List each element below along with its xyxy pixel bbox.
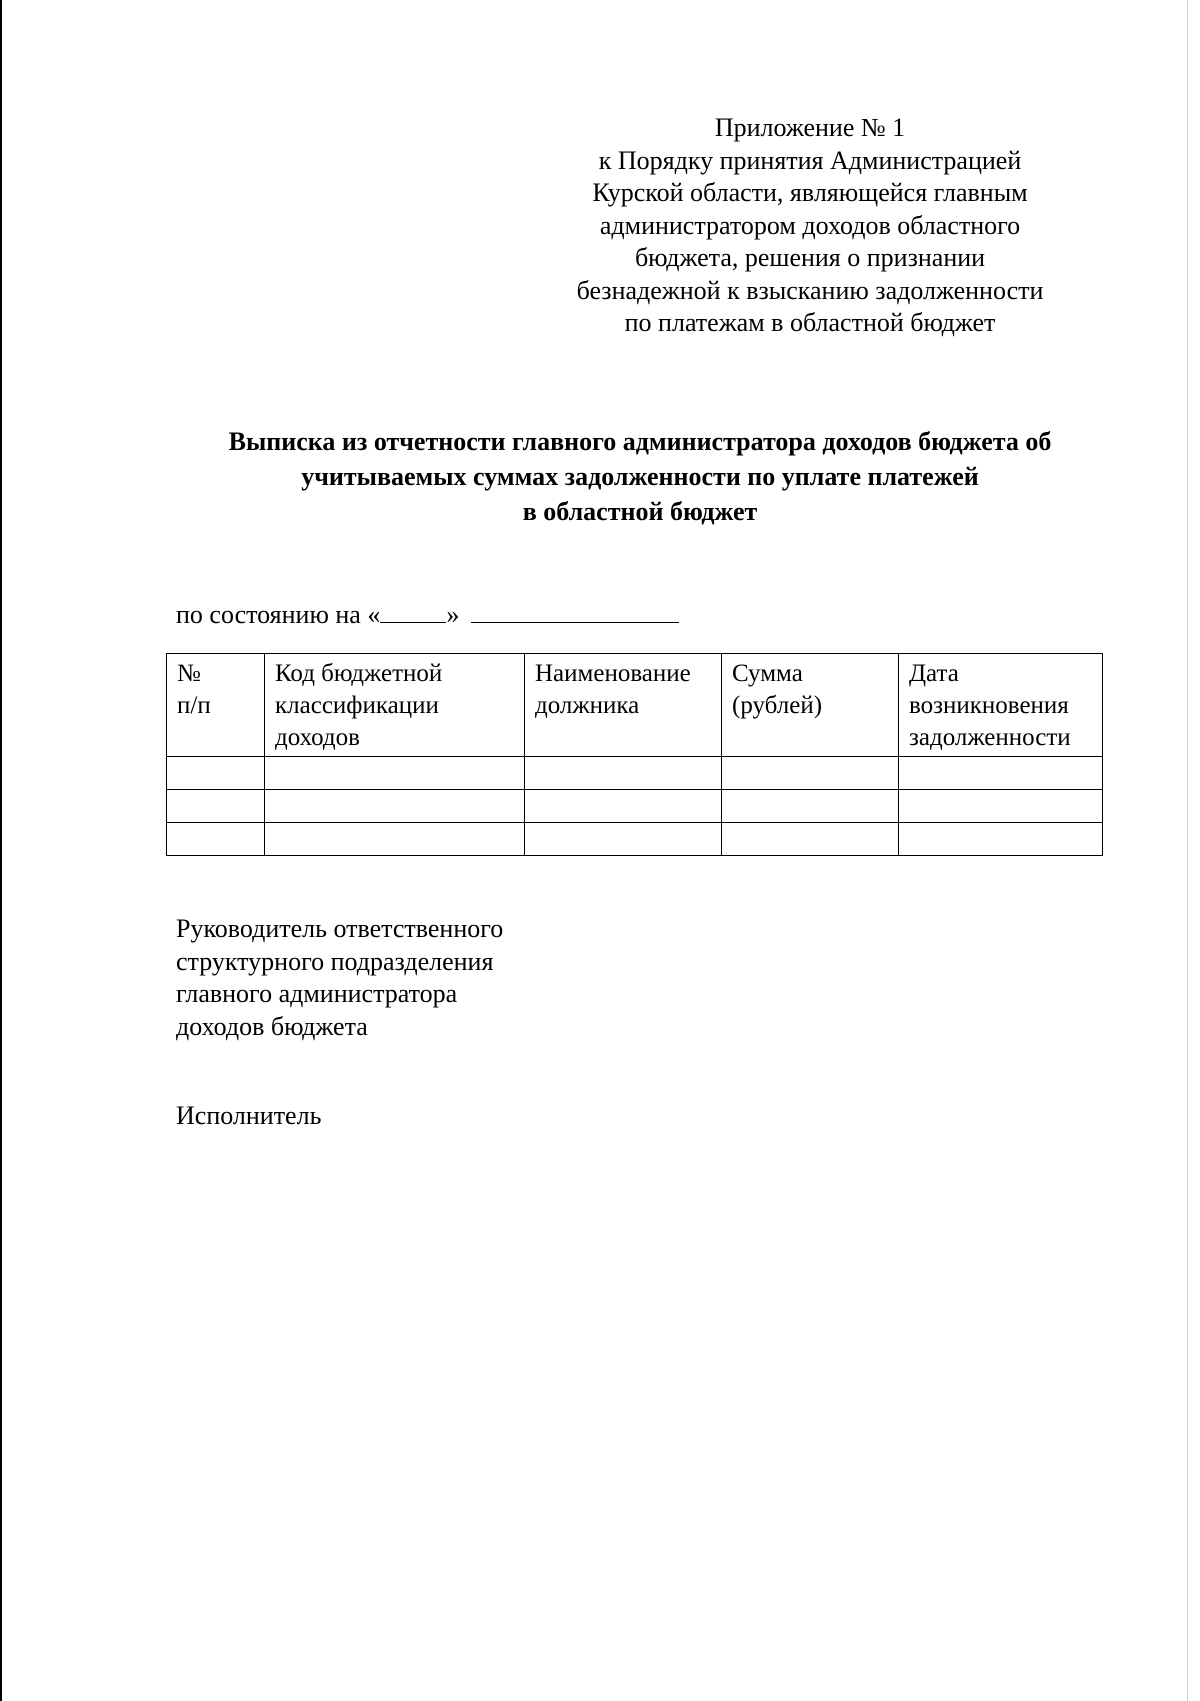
signature-line: главного администратора bbox=[176, 979, 458, 1008]
date-middle: » bbox=[446, 600, 460, 629]
header-debt-date: Дата возникновения задолженности bbox=[899, 654, 1103, 757]
appendix-line: по платежам в областной бюджет bbox=[624, 308, 996, 337]
table-row bbox=[167, 790, 1103, 823]
appendix-note bbox=[540, 112, 1080, 340]
date-prefix: по состоянию на « bbox=[176, 600, 381, 629]
signature-line: доходов бюджета bbox=[176, 1011, 368, 1041]
table-row bbox=[167, 823, 1103, 856]
appendix-line: администратором доходов областного bbox=[599, 210, 1021, 240]
title-line: учитываемых суммах задолженности по уплате платежей bbox=[301, 462, 979, 491]
appendix-line: бюджета, решения о признании bbox=[634, 243, 986, 272]
table-cell bbox=[265, 823, 525, 856]
title-line: Выписка из отчетности главного администратора доходов бюджета об bbox=[228, 427, 1052, 456]
table-header-row bbox=[167, 654, 1103, 757]
page-left-edge bbox=[0, 0, 2, 1701]
table-cell bbox=[167, 790, 265, 823]
page-right-edge bbox=[1187, 0, 1188, 1701]
signature-line: структурного подразделения bbox=[176, 946, 494, 976]
signature-block bbox=[176, 913, 503, 1043]
table-cell bbox=[265, 790, 525, 823]
header-amount: Сумма (рублей) bbox=[722, 654, 899, 757]
table-cell bbox=[265, 757, 525, 790]
table-cell bbox=[525, 823, 722, 856]
header-debtor-name: Наименование должника bbox=[525, 654, 722, 757]
appendix-line: к Порядку принятия Администрацией bbox=[598, 145, 1022, 175]
debt-table bbox=[166, 653, 1103, 856]
executor-label: Исполнитель bbox=[176, 1101, 322, 1130]
table-row bbox=[167, 757, 1103, 790]
table-cell bbox=[525, 757, 722, 790]
header-budget-code: Код бюджетной классификации доходов bbox=[265, 654, 525, 757]
table-cell bbox=[167, 757, 265, 790]
title-line: в областной бюджет bbox=[522, 497, 758, 526]
appendix-line: Курской области, являющейся главным bbox=[592, 178, 1028, 207]
header-number: № п/п bbox=[167, 654, 265, 757]
table-cell bbox=[722, 823, 899, 856]
signature-line: Руководитель ответственного bbox=[176, 914, 504, 943]
table-cell bbox=[899, 757, 1103, 790]
table-cell bbox=[722, 790, 899, 823]
appendix-line: безнадежной к взысканию задолженности bbox=[576, 275, 1044, 305]
appendix-line: Приложение № 1 bbox=[714, 113, 906, 142]
table-cell bbox=[899, 823, 1103, 856]
document-title bbox=[160, 424, 1120, 529]
as-of-date-line bbox=[176, 596, 679, 631]
table-cell bbox=[899, 790, 1103, 823]
table-cell bbox=[167, 823, 265, 856]
table-cell bbox=[722, 757, 899, 790]
month-year-blank-field bbox=[471, 596, 679, 623]
day-blank-field bbox=[380, 596, 446, 623]
table-cell bbox=[525, 790, 722, 823]
